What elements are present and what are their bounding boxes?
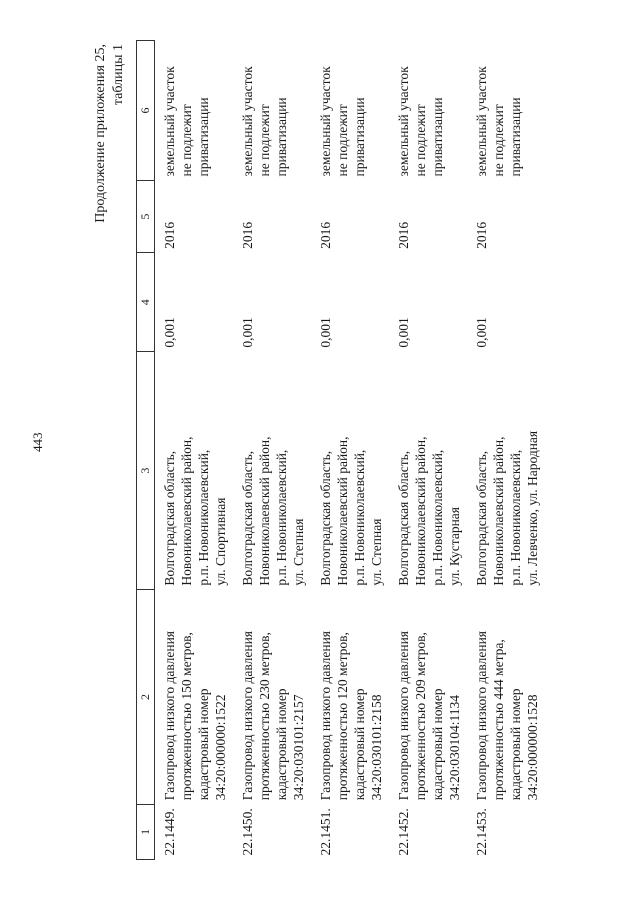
note-line: земельный участок	[318, 66, 333, 177]
header-col-4: 4	[137, 253, 155, 352]
address-line: ул. Спортивная	[213, 497, 228, 586]
object-description-line: 34:20:000000:1528	[525, 694, 540, 801]
year-cell: 2016	[318, 221, 333, 249]
object-description-line: Газопровод низкого давления	[474, 630, 489, 801]
note-line: земельный участок	[474, 66, 489, 177]
header-col-2: 2	[137, 590, 155, 805]
table-caption	[92, 40, 128, 860]
address-line: р.п. Новониколаевский,	[352, 449, 367, 586]
address-cell	[467, 352, 545, 590]
caption-line-1: Продолжение приложения 25,	[93, 44, 108, 223]
object-description-line: протяженностью 230 метров,	[257, 632, 272, 801]
address-line: ул. Степная	[291, 518, 306, 586]
object-description-line: 34:20:030101:2158	[369, 694, 384, 801]
row-number-cell: 22.1453.	[474, 808, 489, 856]
note-cell	[155, 41, 234, 181]
year-cell: 2016	[162, 221, 177, 249]
address-line: Новониколаевский район,	[491, 436, 506, 586]
address-line: Новониколаевский район,	[413, 436, 428, 586]
address-cell	[155, 352, 234, 590]
address-line: Новониколаевский район,	[257, 436, 272, 586]
object-description-line: 34:20:030101:2157	[291, 694, 306, 801]
object-description-line: протяженностью 150 метров,	[179, 632, 194, 801]
address-cell	[311, 352, 389, 590]
object-description-line: кадастровый номер	[352, 688, 367, 801]
note-line: приватизации	[352, 97, 367, 177]
object-description-line: 34:20:000000:1522	[213, 694, 228, 801]
value-cell: 0,001	[162, 317, 177, 348]
object-description-line: Газопровод низкого давления	[396, 630, 411, 801]
note-line: земельный участок	[162, 66, 177, 177]
table-row	[233, 41, 311, 860]
address-line: ул. Левченко, ул. Народная	[525, 430, 540, 586]
header-col-6: 6	[137, 41, 155, 181]
address-line: Волгоградская область,	[318, 450, 333, 586]
note-line: приватизации	[508, 97, 523, 177]
address-line: р.п. Новониколаевский,	[196, 449, 211, 586]
row-number-cell: 22.1452.	[396, 808, 411, 856]
object-description-line: кадастровый номер	[508, 688, 523, 801]
address-line: ул. Степная	[369, 518, 384, 586]
address-line: Волгоградская область,	[240, 450, 255, 586]
row-number-cell: 22.1450.	[240, 808, 255, 856]
header-col-3: 3	[137, 352, 155, 590]
object-description-line: Газопровод низкого давления	[162, 630, 177, 801]
note-line: земельный участок	[240, 66, 255, 177]
address-line: р.п. Новониколаевский,	[508, 449, 523, 586]
row-number-cell: 22.1449.	[162, 808, 177, 856]
note-cell	[311, 41, 389, 181]
rotated-page-content	[92, 40, 552, 860]
note-cell	[233, 41, 311, 181]
caption-line-2: таблицы 1	[111, 44, 126, 106]
note-line: приватизации	[430, 97, 445, 177]
address-line: Волгоградская область,	[474, 450, 489, 586]
object-description-cell	[467, 590, 545, 805]
table-body	[155, 41, 546, 860]
header-col-1: 1	[137, 804, 155, 859]
note-line: не подлежит	[335, 104, 350, 177]
year-cell: 2016	[396, 221, 411, 249]
value-cell: 0,001	[318, 317, 333, 348]
table-row	[467, 41, 545, 860]
table-row	[311, 41, 389, 860]
row-number-cell: 22.1451.	[318, 808, 333, 856]
year-cell: 2016	[474, 221, 489, 249]
note-line: земельный участок	[396, 66, 411, 177]
value-cell: 0,001	[474, 317, 489, 348]
object-description-line: кадастровый номер	[196, 688, 211, 801]
address-line: ул. Кустарная	[447, 507, 462, 586]
object-description-line: протяженностью 444 метра,	[491, 639, 506, 801]
address-line: Новониколаевский район,	[335, 436, 350, 586]
page-number: 443	[30, 432, 45, 452]
value-cell: 0,001	[396, 317, 411, 348]
table-row	[389, 41, 467, 860]
object-description-line: Газопровод низкого давления	[318, 630, 333, 801]
object-description-cell	[389, 590, 467, 805]
address-line: р.п. Новониколаевский,	[430, 449, 445, 586]
object-description-cell	[311, 590, 389, 805]
address-line: Волгоградская область,	[396, 450, 411, 586]
table-row	[155, 41, 234, 860]
header-row	[137, 41, 155, 860]
property-table	[136, 40, 545, 860]
object-description-line: протяженностью 120 метров,	[335, 632, 350, 801]
note-line: не подлежит	[257, 104, 272, 177]
address-cell	[389, 352, 467, 590]
note-line: не подлежит	[413, 104, 428, 177]
object-description-line: протяженностью 209 метров,	[413, 632, 428, 801]
year-cell: 2016	[240, 221, 255, 249]
object-description-line: кадастровый номер	[430, 688, 445, 801]
note-line: не подлежит	[179, 104, 194, 177]
note-cell	[389, 41, 467, 181]
value-cell: 0,001	[240, 317, 255, 348]
address-line: Новониколаевский район,	[179, 436, 194, 586]
note-line: приватизации	[274, 97, 289, 177]
address-line: р.п. Новониколаевский,	[274, 449, 289, 586]
note-cell	[467, 41, 545, 181]
header-col-5: 5	[137, 181, 155, 253]
object-description-line: 34:20:030104:1134	[447, 694, 462, 801]
object-description-cell	[155, 590, 234, 805]
object-description-line: Газопровод низкого давления	[240, 630, 255, 801]
address-line: Волгоградская область,	[162, 450, 177, 586]
object-description-line: кадастровый номер	[274, 688, 289, 801]
note-line: не подлежит	[491, 104, 506, 177]
object-description-cell	[233, 590, 311, 805]
address-cell	[233, 352, 311, 590]
note-line: приватизации	[196, 97, 211, 177]
